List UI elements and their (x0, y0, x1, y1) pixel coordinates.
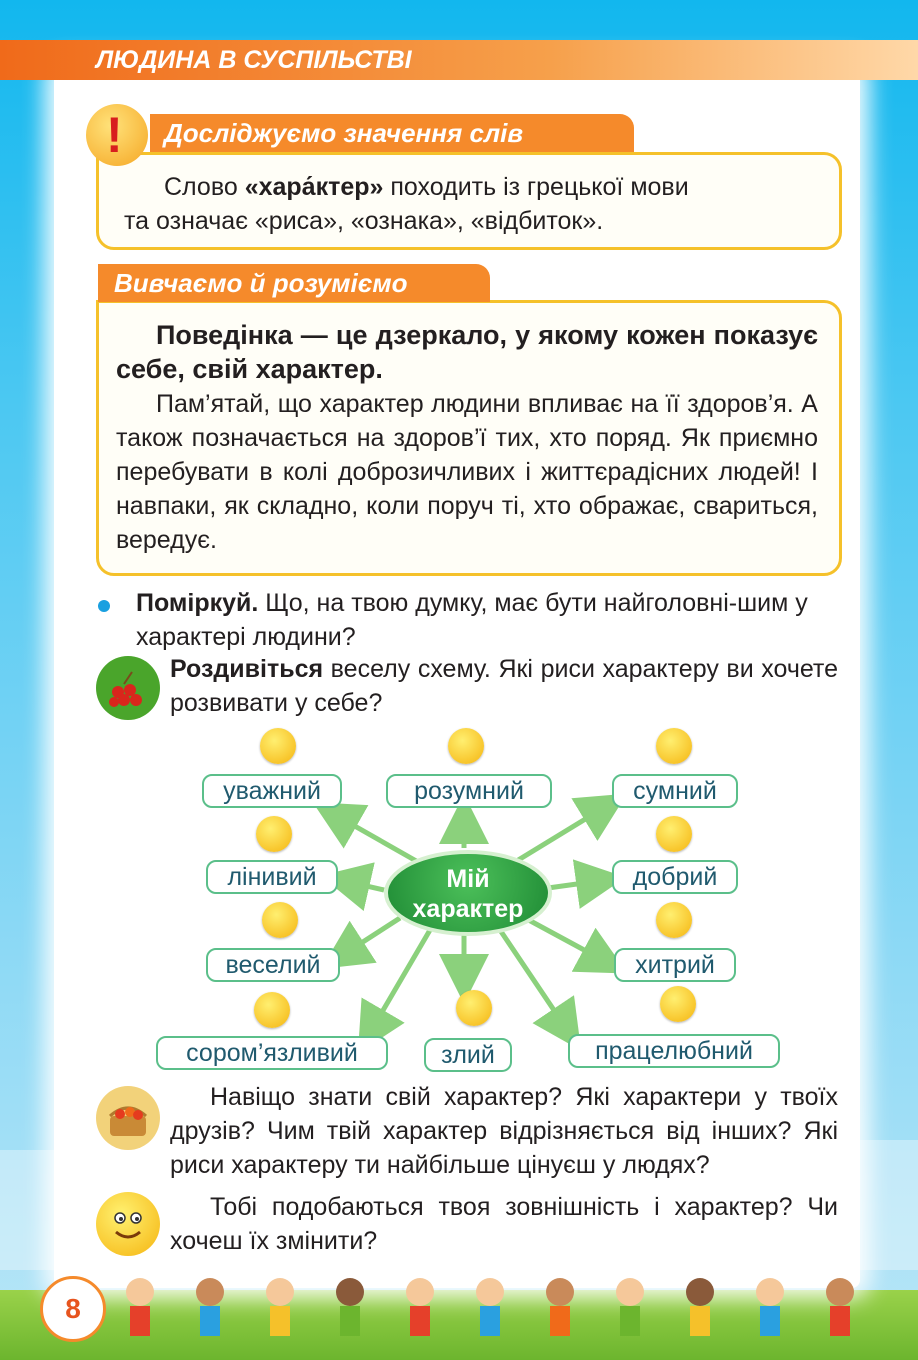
look-instruction: Роздивіться веселу схему. Які риси характеру ви хочете розвивати у себе? (170, 655, 838, 717)
trait-angry: злий (424, 1038, 512, 1072)
cool-face-icon (448, 728, 484, 764)
study-bold-statement: Поведінка — це дзеркало, у якому кожен показує себе, свій характер. (116, 320, 818, 384)
trait-hardworking: працелюбний (568, 1034, 780, 1068)
laughing-face-icon (262, 902, 298, 938)
sly-face-icon (656, 902, 692, 938)
trait-sly: хитрий (614, 948, 736, 982)
study-paragraph: Пам’ятай, що характер людини впливає на її здоров’я. А також позначається на здоров’ї тих, хто поряд. Як приємно перебувати в колі доброзичливих і життєрадісних людей! І навпаки, як складно, коли поруч ті, хто ображає, свариться, вередує. (116, 390, 818, 554)
trait-lazy: лінивий (206, 860, 338, 894)
word-charakter: «хара́ктер» (244, 173, 384, 201)
trait-attentive: уважний (202, 774, 342, 808)
angry-face-icon (456, 990, 492, 1026)
sleepy-face-icon (260, 728, 296, 764)
basket-icon (96, 1086, 160, 1150)
character-questions: Навіщо знати свій характер? Які характери у твоїх друзів? Чим твій характер відрізняється від інших? Які риси характеру ти найбільше цінуєш у людях? (170, 1083, 838, 1179)
trait-cheerful: веселий (206, 948, 340, 982)
word-meaning-line1: Слово «хара́ктер» походить із грецької мови (164, 173, 689, 201)
trait-kind: добрий (612, 860, 738, 894)
thumbs-up-face-icon (660, 986, 696, 1022)
trait-smart: розумний (386, 774, 552, 808)
page-number: 8 (40, 1276, 106, 1342)
diagram-center: Мій характер (384, 850, 552, 936)
think-question: Поміркуй. Що, на твою думку, має бути найголовні-шим у характері людини? (136, 589, 808, 651)
trait-shy: сором’язливий (156, 1036, 388, 1070)
word-meaning-line2: та означає «риса», «ознака», «відбиток». (124, 207, 604, 235)
appearance-questions: Тобі подобаються твоя зовнішність і характер? Чи хочеш їх змінити? (170, 1193, 838, 1255)
exclamation-icon: ! (86, 104, 148, 166)
sad-face-icon (656, 728, 692, 764)
study-title: Вивчаємо й розуміємо (98, 264, 490, 302)
shy-face-icon (254, 992, 290, 1028)
bored-face-icon (256, 816, 292, 852)
kind-face-icon (656, 816, 692, 852)
children-illustration (100, 1270, 900, 1360)
trait-sad: сумний (612, 774, 738, 808)
section-title: ЛЮДИНА В СУСПІЛЬСТВІ (96, 46, 412, 74)
smiley-icon (96, 1192, 160, 1256)
word-meaning-title: Досліджуємо значення слів (150, 114, 634, 152)
